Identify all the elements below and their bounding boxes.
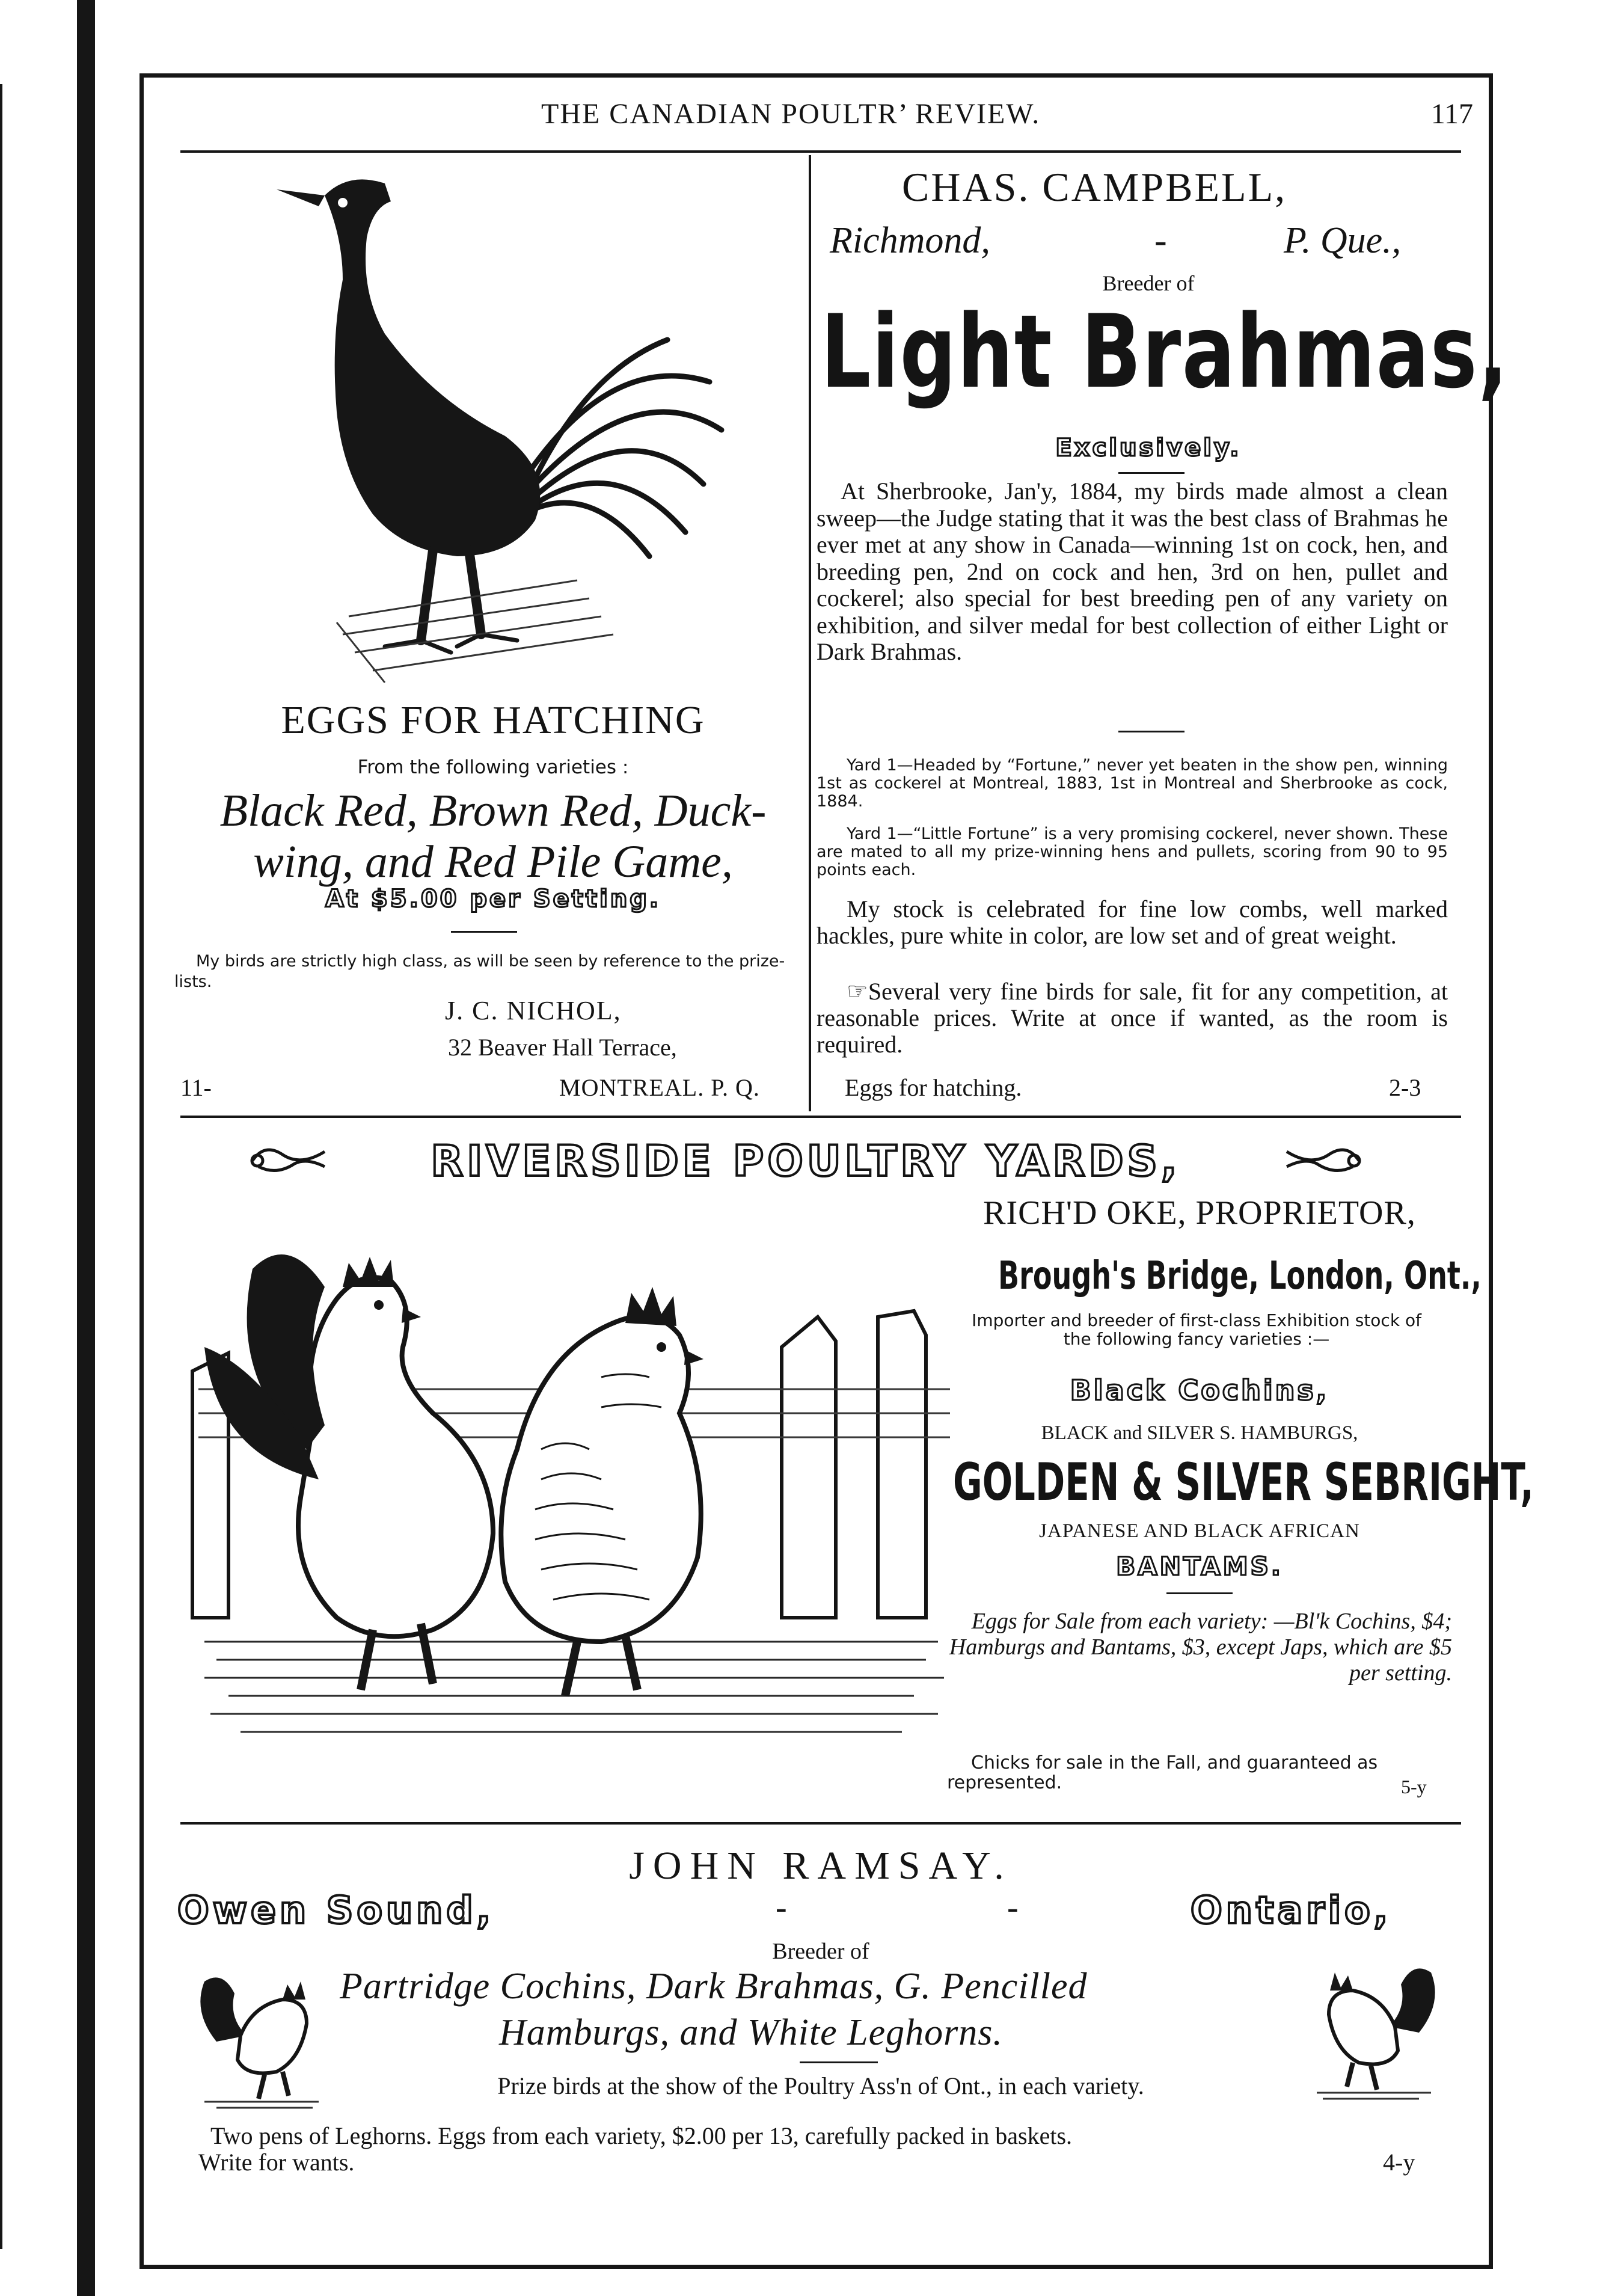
section-rule-1 xyxy=(180,1116,1461,1118)
campbell-para-1: At Sherbrooke, Jan'y, 1884, my birds made almost a clean sweep—the Judge stating that it was the best class of Brahmas he ever met at any show in Canada—winning 1st on cock, hen, and breeding pen, 2nd on cock and hen, 3rd on hen, pullet and cockerel; also special for best breeding pen of any variety on exhibition, and silver medal for best collection of either Light or Dark Brahmas. xyxy=(817,477,1448,665)
ramsay-breeds-line-1: Partridge Cochins, Dark Brahmas, G. Pencilled xyxy=(340,1966,1088,2007)
riverside-bantams: BANTAMS. xyxy=(1116,1552,1283,1581)
ramsay-breeds-line-2: Hamburgs, and White Leghorns. xyxy=(499,2012,1003,2053)
riverside-black-cochins: Black Cochins, xyxy=(1070,1374,1329,1407)
riverside-hamburgs: BLACK and SILVER S. HAMBURGS, xyxy=(1041,1422,1358,1444)
campbell-breeder-of: Breeder of xyxy=(1102,271,1195,295)
nichol-short-rule xyxy=(451,931,517,933)
rooster-hen-pair-icon xyxy=(180,1197,962,1774)
ramsay-short-rule xyxy=(800,2061,878,2063)
riverside-japanese: JAPANESE AND BLACK AFRICAN xyxy=(1039,1520,1360,1542)
frame-left xyxy=(139,73,144,2268)
ramsay-dash-2: - xyxy=(1007,1889,1019,1926)
campbell-stock: My stock is celebrated for fine low combs, well marked hackles, pure white in color, are low set and of great weight. xyxy=(817,895,1448,949)
campbell-province: P. Que., xyxy=(1284,220,1402,261)
riverside-banner: RIVERSIDE POULTRY YARDS, xyxy=(431,1137,1181,1186)
left-margin-bar xyxy=(77,0,95,2296)
ramsay-breeder-of: Breeder of xyxy=(772,1939,869,1964)
riverside-eggs-sale: Eggs for Sale from each variety: —Bl'k Cochins, $4; Hamburgs and Bantams, $3, except Japs, which are $5 per setting. xyxy=(949,1609,1452,1686)
ramsay-pens: Two pens of Leghorns. Eggs from each variety, $2.00 per 13, carefully packed in baskets. xyxy=(210,2122,1073,2149)
ramsay-code: 4-y xyxy=(1383,2149,1415,2176)
page-number: 117 xyxy=(1430,98,1473,130)
frame-top xyxy=(139,73,1491,78)
campbell-dash: - xyxy=(1154,220,1167,261)
riverside-code: 5-y xyxy=(1401,1776,1427,1797)
nichol-name: J. C. NICHOL, xyxy=(445,996,622,1025)
campbell-yard-2: Yard 1—“Little Fortune” is a very promising cockerel, never shown. These are mated to all my prize-winning hens and pullets, scoring from 90 to 95 points each. xyxy=(817,824,1448,879)
breed-heading: Light Brahmas, xyxy=(821,293,1509,411)
exclusively: Exclusively. xyxy=(1055,434,1242,462)
game-cock-icon xyxy=(253,159,746,689)
ramsay-write: Write for wants. xyxy=(198,2149,355,2176)
campbell-several: ☞Several very fine birds for sale, fit for any competition, at reasonable prices. Write at once if wanted, as the room is required. xyxy=(817,978,1448,1058)
campbell-town: Richmond, xyxy=(830,220,990,261)
ramsay-dash-1: - xyxy=(776,1889,787,1926)
varieties-line-2: wing, and Red Pile Game, xyxy=(253,836,733,887)
riverside-location: Brough's Bridge, London, Ont., xyxy=(998,1254,1482,1298)
nichol-address: 32 Beaver Hall Terrace, xyxy=(448,1034,677,1061)
campbell-name: CHAS. CAMPBELL, xyxy=(902,164,1287,210)
riverside-short-rule xyxy=(1166,1592,1233,1594)
section-rule-2 xyxy=(180,1822,1461,1825)
campbell-code: 2-3 xyxy=(1389,1074,1421,1101)
frame-bottom xyxy=(139,2265,1493,2269)
riverside-sebright: GOLDEN & SILVER SEBRIGHT, xyxy=(953,1452,1534,1512)
nichol-note: My birds are strictly high class, as will be seen by reference to the prize-lists. xyxy=(174,952,785,991)
price-line: At $5.00 per Setting. xyxy=(325,885,661,913)
ramsay-town: Owen Sound, xyxy=(177,1888,495,1932)
varieties-intro: From the following varieties : xyxy=(357,757,629,778)
riverside-importer: Importer and breeder of first-class Exhibition stock of the following fancy varieties :— xyxy=(972,1310,1421,1349)
ramsay-prize: Prize birds at the show of the Poultry Ass'n of Ont., in each variety. xyxy=(497,2072,1144,2099)
ramsay-province: Ontario, xyxy=(1191,1888,1392,1932)
journal-title: THE CANADIAN POULTR’ REVIEW. xyxy=(541,98,1041,130)
ramsay-name: JOHN RAMSAY. xyxy=(629,1844,1013,1888)
eggs-headline: EGGS FOR HATCHING xyxy=(281,698,705,742)
left-edge-line xyxy=(0,84,2,2249)
varieties-line-1: Black Red, Brown Red, Duck- xyxy=(219,785,767,836)
campbell-eggs: Eggs for hatching. xyxy=(845,1074,1022,1101)
nichol-code: 11- xyxy=(180,1074,212,1101)
riverside-proprietor: RICH'D OKE, PROPRIETOR, xyxy=(983,1194,1416,1232)
campbell-rule-2 xyxy=(1118,731,1184,732)
running-header xyxy=(156,97,1479,140)
nichol-city: MONTREAL. P. Q. xyxy=(559,1074,760,1101)
campbell-yard-1: Yard 1—Headed by “Fortune,” never yet beaten in the show pen, winning 1st as cockerel at Montreal, 1883, 1st in Montreal and Sherbrooke as cock, 1884. xyxy=(817,756,1448,811)
scroll-flourish-icon xyxy=(1281,1140,1365,1182)
riverside-chicks: Chicks for sale in the Fall, and guaranteed as represented. xyxy=(947,1752,1378,1793)
header-rule xyxy=(180,150,1461,153)
campbell-rule-1 xyxy=(1118,472,1184,474)
